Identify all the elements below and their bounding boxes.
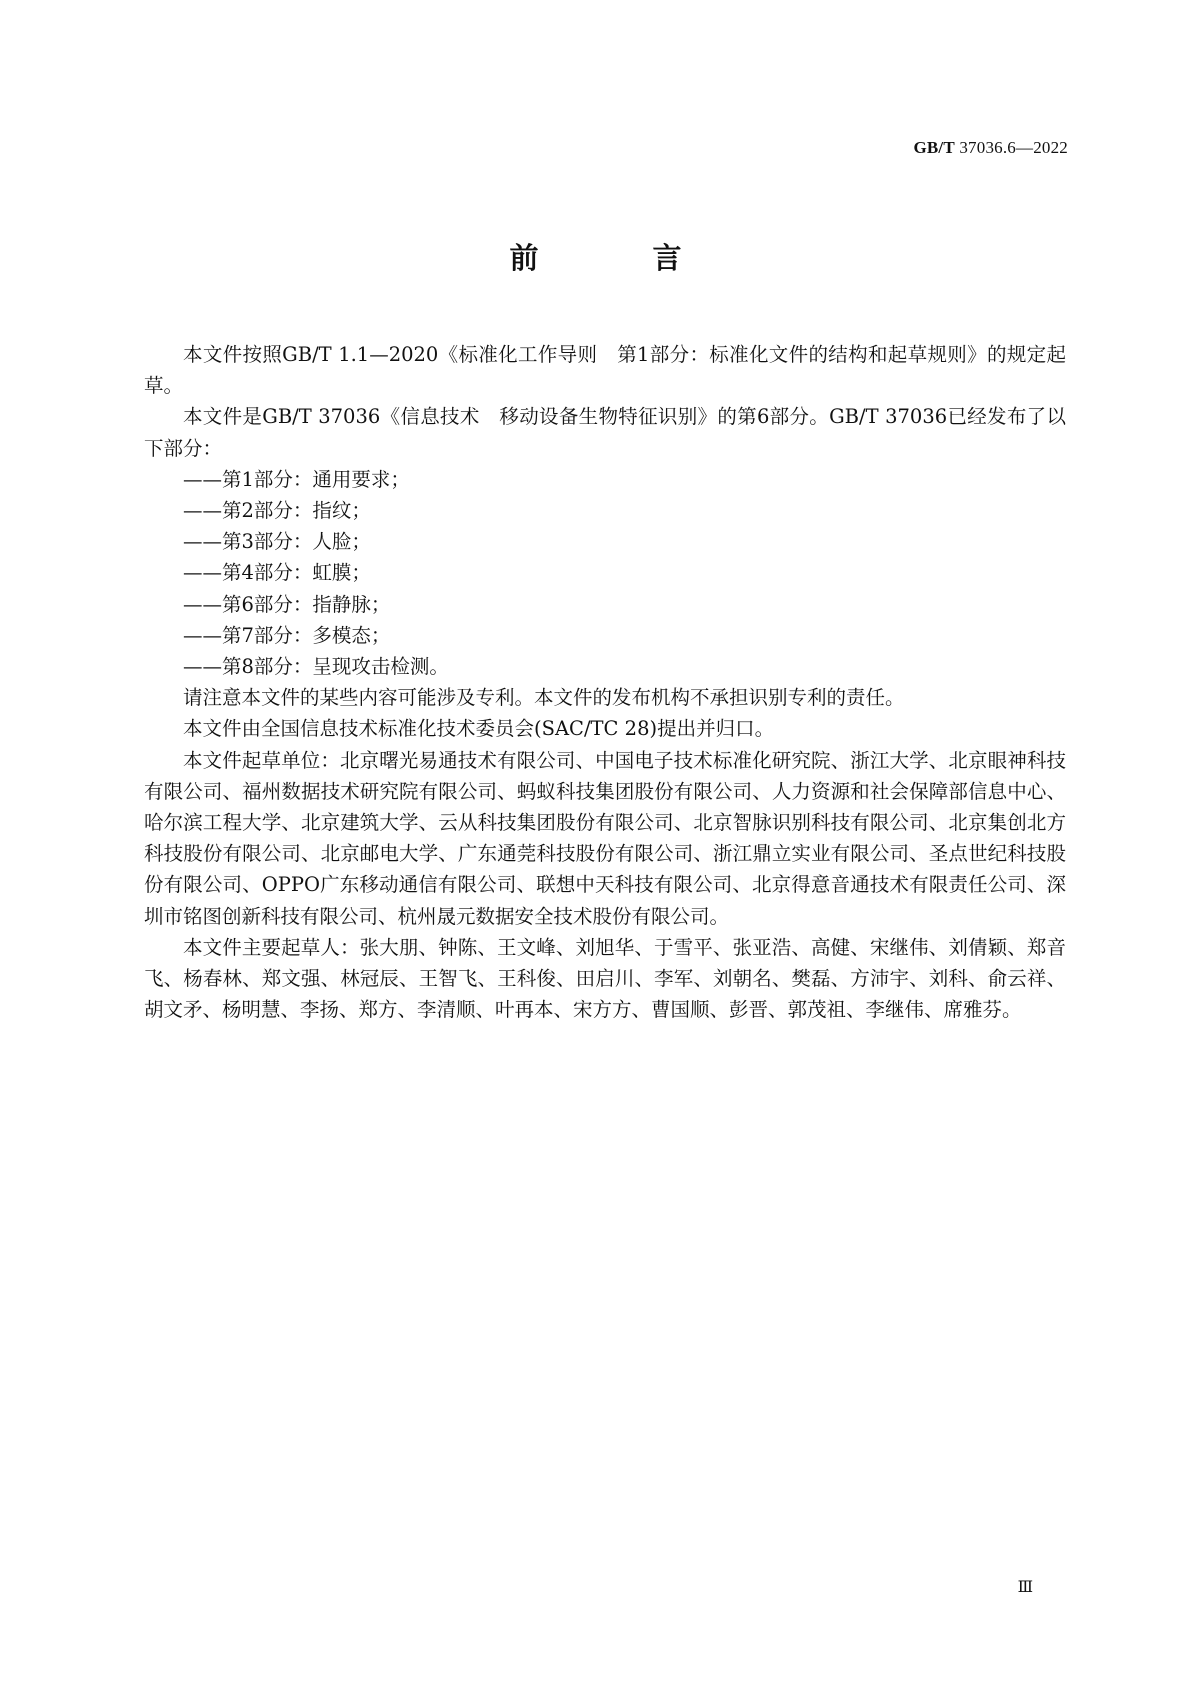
list-item: ——第3部分：人脸； [183,530,371,554]
drafters-paragraph: 本文件主要起草人：张大朋、钟陈、王文峰、刘旭华、于雪平、张亚浩、高健、宋继伟、刘倩颖、郑音飞、杨春林、郑文强、林冠辰、王智飞、王科俊、田启川、李军、刘朝名、樊磊、方沛宇、刘科、俞云祥、胡文矛、杨明慧、李扬、郑方、李清顺、叶再本、宋方方、曹国顺、彭晋、郭茂祖、李继伟、席雅芬。 [144,935,1066,1022]
list-item: ——第7部分：多模态； [183,623,391,647]
list-item: ——第6部分：指静脉； [183,592,391,616]
patent-notice-paragraph: 请注意本文件的某些内容可能涉及专利。本文件的发布机构不承担识别专利的责任。 [183,686,905,710]
standard-number: 37036.6—2022 [959,138,1068,157]
list-item: ——第4部分：虹膜； [183,561,371,585]
standard-code [913,138,1068,158]
list-item: ——第8部分：呈现攻击检测。 [183,655,449,679]
page-number: Ⅲ [1017,1579,1033,1596]
standard-prefix: GB/T [913,138,955,157]
series-intro-paragraph: 本文件是GB/T 37036《信息技术 移动设备生物特征识别》的第6部分。GB/T 37036已经发布了以下部分： [144,405,1066,460]
document-body [144,339,1066,1025]
drafting-units-paragraph: 本文件起草单位：北京曙光易通技术有限公司、中国电子技术标准化研究院、浙江大学、北京眼神科技有限公司、福州数据技术研究院有限公司、蚂蚁科技集团股份有限公司、人力资源和社会保障部信息中心、哈尔滨工程大学、北京建筑大学、云从科技集团股份有限公司、北京智脉识别科技有限公司、北京集创北方科技股份有限公司、北京邮电大学、广东通莞科技股份有限公司、浙江鼎立实业有限公司、圣点世纪科技股份有限公司、OPPO广东移动通信有限公司、联想中天科技有限公司、北京得意音通技术有限责任公司、深圳市铭图创新科技有限公司、杭州晟元数据安全技术股份有限公司。 [144,748,1066,928]
committee-paragraph: 本文件由全国信息技术标准化技术委员会(SAC/TC 28)提出并归口。 [183,717,775,741]
drafting-rule-paragraph: 本文件按照GB/T 1.1—2020《标准化工作导则 第1部分：标准化文件的结构和起草规则》的规定起草。 [144,343,1066,398]
page-title: 前 言 [509,241,734,275]
list-item: ——第2部分：指纹； [183,499,371,523]
list-item: ——第1部分：通用要求； [183,467,410,491]
